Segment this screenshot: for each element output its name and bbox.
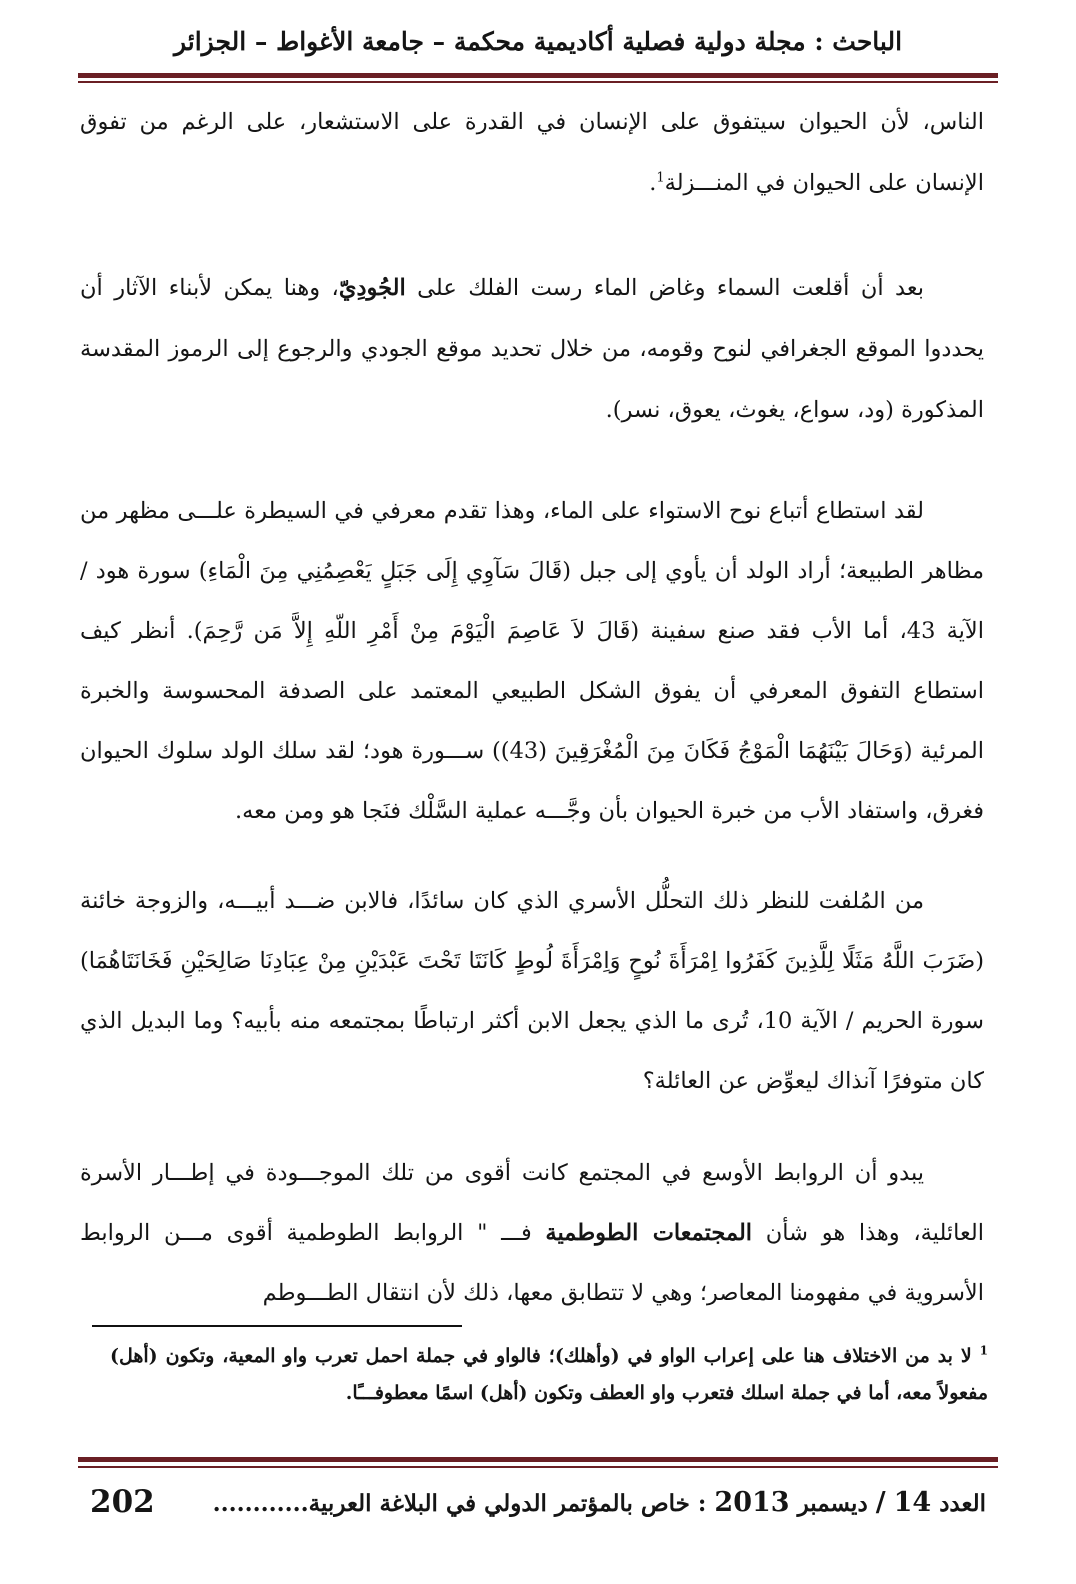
paragraph-2 (80, 258, 984, 441)
paragraph-5-bold-term: المجتمعات الطوطمية (545, 1220, 753, 1246)
issue-separator: / (875, 1486, 886, 1518)
issue-number: 14 (893, 1486, 932, 1518)
footer-rule-thick (78, 1457, 998, 1462)
paragraph-5 (80, 1143, 984, 1323)
page-number: 202 (90, 1484, 155, 1520)
article-body (80, 92, 984, 1323)
paragraph-1-text: الناس، لأن الحيوان سيتفوق على الإنسان في القدرة على الاستشعار، على الرغم من تفوق الإنسان على الحيوان في المنـــزلة (80, 109, 984, 196)
footnote-separator (92, 1325, 462, 1327)
paragraph-3 (80, 481, 984, 841)
paragraph-2-text-start: بعد أن أقلعت السماء وغاض الماء رست الفلك على (405, 275, 924, 301)
paragraph-4 (80, 871, 984, 1111)
footnote-reference[interactable]: 1 (656, 170, 665, 186)
paragraph-2-bold-term: الجُودِيّ (338, 275, 406, 301)
paragraph-1-end: . (649, 170, 657, 196)
paragraph-3-text: لقد استطاع أتباع نوح الاستواء على الماء، وهذا تقدم معرفي في السيطرة علـــى مظهر من مظاهر الطبيعة؛ أراد الولد أن يأوي إلى جبل (قَالَ سَآوِي إِلَى جَبَلٍ يَعْصِمُنِي مِنَ الْمَاءِ) سورة هود / الآية 43، أما الأب فقد صنع سفينة (قَالَ لاَ عَاصِمَ الْيَوْمَ مِنْ أَمْرِ اللّهِ إِلاَّ مَن رَّحِمَ). أنظر كيف استطاع التفوق المعرفي أن يفوق الشكل الطبيعي المعتمد على الصدفة المحسوسة والخبرة المرئية (وَحَالَ بَيْنَهُمَا الْمَوْجُ فَكَانَ مِنَ الْمُغْرَقِينَ (43)) ســـورة هود؛ لقد سلك الولد سلوك الحيوان فغرق، واستفاد الأب من خبرة الحيوان بأن وجَّـــه عملية السَّلْك فنَجا هو ومن معه. (80, 498, 984, 824)
footer-issue-info (213, 1487, 986, 1518)
footnote-text: لا بد من الاختلاف هنا على إعراب الواو في (وأهلك)؛ فالواو في جملة احمل تعرب واو المعية، وتكون (أهل) مفعولاً معه، أما في جملة اسلك فتعرب واو العطف وتكون (أهل) اسمًا معطوفـــًا. (110, 1345, 988, 1404)
issue-description: : خاص بالمؤتمر الدولي في البلاغة العربية............ (212, 1489, 707, 1517)
footnote (110, 1338, 988, 1412)
paragraph-5-text-start: يبدو أن الروابط الأوسع في المجتمع كانت أقوى من تلك الموجـــودة في إطـــار الأسرة العائلية، وهذا هو شأن (80, 1160, 985, 1246)
footer-rule-thin (78, 1466, 998, 1468)
paragraph-4-text: من المُلفت للنظر ذلك التحلُّل الأسري الذي كان سائدًا، فالابن ضـــد أبيـــه، والزوجة خائنة (ضَرَبَ اللَّهُ مَثَلًا لِلَّذِينَ كَفَرُوا اِمْرَأَةَ نُوحٍ وَاِمْرَأَةَ لُوطٍ كَانَتَا تَحْتَ عَبْدَيْنِ مِنْ عِبَادِنَا صَالِحَيْنِ فَخَانَتَاهُمَا) سورة الحريم / الآية 10، تُرى ما الذي يجعل الابن أكثر ارتباطًا بمجتمعه منه بأبيه؟ وما البديل الذي كان متوفرًا آنذاك ليعوِّض عن العائلة؟ (80, 888, 985, 1094)
issue-year: 2013 (714, 1486, 790, 1518)
paragraph-1 (80, 92, 984, 214)
footnote-number: 1 (979, 1343, 988, 1358)
paragraph-5-text-end: فـــ " الروابط الطوطمية أقوى مـــن الروابط الأسروية في مفهومنا المعاصر؛ وهي لا تتطابق معها، ذلك لأن انتقال الطـــوطم (80, 1220, 984, 1306)
issue-label: العدد (939, 1489, 986, 1517)
journal-header-title: الباحث : مجلة دولية فصلية أكاديمية محكمة – جامعة الأغواط – الجزائر (173, 27, 903, 56)
issue-month: ديسمبر (797, 1489, 868, 1517)
paragraph-2-text-end: ، وهنا يمكن لأبناء الآثار أن يحددوا الموقع الجغرافي لنوح وقومه، من خلال تحديد موقع الجودي والرجوع إلى الرموز المقدسة المذكورة (ود، سواع، يغوث، يعوق، نسر). (80, 275, 984, 423)
header-rule-thin (78, 81, 998, 83)
page-footer (90, 1482, 986, 1522)
header-rule-thick (78, 73, 998, 78)
